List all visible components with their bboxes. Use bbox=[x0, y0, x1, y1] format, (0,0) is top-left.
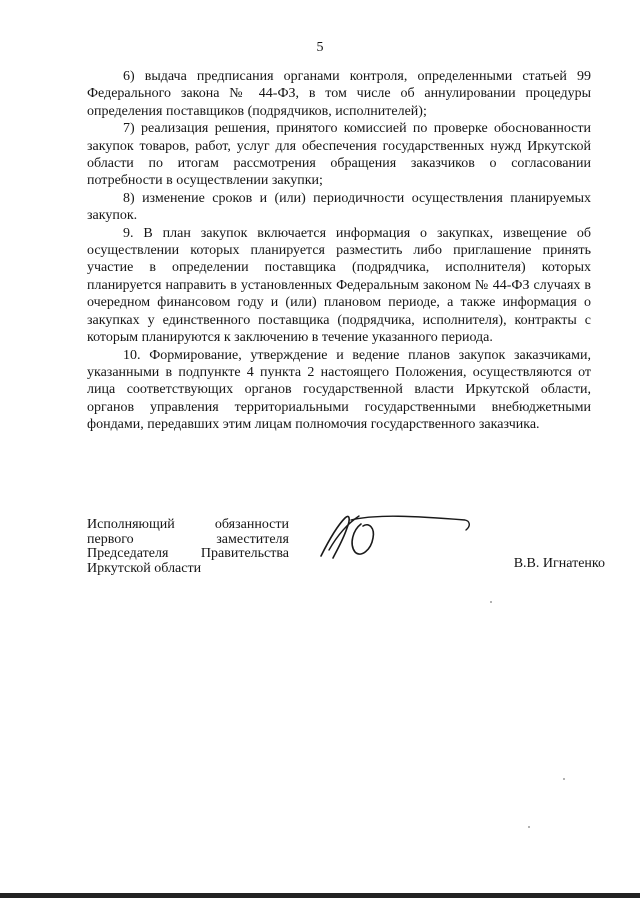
handwritten-signature bbox=[315, 510, 475, 570]
signature-block bbox=[87, 517, 605, 588]
paragraph-section-9: 9. В план закупок включается информация о закупках, извещение об осуществлении которых планируется разместить либо приглашение принять участие в определении поставщика (подрядчика, исполнителя) которых планируется направить в установленных Федеральным законом № 44-ФЗ случаях в очередном финансовом году и (или) плановом периоде, а также информация о закупках у единственного поставщика (подрядчика, исполнителя), контракты с которым планируются к заключению в течение указанного периода. bbox=[87, 225, 591, 346]
paragraph-item-6: 6) выдача предписания органами контроля, определенными статьей 99 Федерального закона № 44-ФЗ, в том числе об аннулировании процедуры определения поставщиков (подрядчиков, исполнителей); bbox=[87, 69, 591, 119]
document-body bbox=[87, 68, 591, 434]
signer-title-line: Иркутской области bbox=[87, 560, 202, 576]
signer-title-line: Исполняющий обязанности bbox=[87, 517, 289, 532]
paragraph-item-8: 8) изменение сроков и (или) периодичности осуществления планируемых закупок. bbox=[87, 190, 591, 224]
page-number: 5 bbox=[316, 40, 324, 55]
signer-name: В.В. Игнатенко bbox=[513, 556, 605, 571]
scan-speck bbox=[528, 826, 530, 828]
signer-title-line: Председателя Правительства bbox=[87, 546, 289, 561]
scan-speck bbox=[490, 601, 492, 603]
paragraph-item-7: 7) реализация решения, принятого комиссией по проверке обоснованности закупок товаров, работ, услуг для обеспечения государственных нужд Иркутской области по итогам рассмотрения обращения заказчиков о согласовании потребности в осуществлении закупки; bbox=[87, 121, 591, 189]
scan-speck bbox=[563, 778, 565, 780]
signer-title bbox=[87, 518, 289, 576]
signer-title-line: первого заместителя bbox=[87, 531, 289, 547]
paragraph-section-10: 10. Формирование, утверждение и ведение планов закупок заказчиками, указанными в подпункте 4 пункта 2 настоящего Положения, осуществляются от лица соответствующих органов государственной власти Иркутской области, органов управления территориальными государственными внебюджетными фондами, передавших этим лицам полномочия государственного заказчика. bbox=[87, 347, 591, 433]
page-bottom-rule bbox=[0, 893, 640, 898]
